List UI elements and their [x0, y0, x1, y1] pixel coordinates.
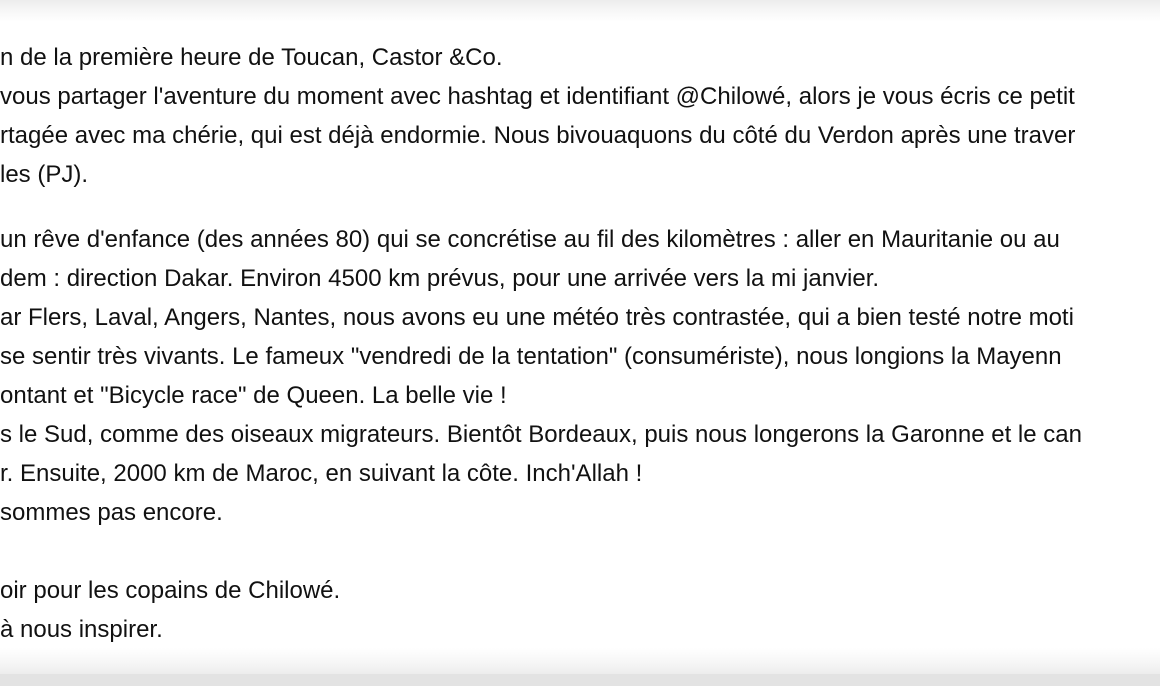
text-line: s le Sud, comme des oiseaux migrateurs. Bientôt Bordeaux, puis nous longerons la Garonne et le can — [0, 421, 1082, 448]
text-line: les (PJ). — [0, 161, 89, 188]
text-line: n de la première heure de Toucan, Castor &Co. — [0, 44, 503, 71]
text-line: r. Ensuite, 2000 km de Maroc, en suivant la côte. Inch'Allah ! — [0, 460, 643, 487]
text-line: sommes pas encore. — [0, 499, 223, 526]
text-line: ontant et "Bicycle race" de Queen. La belle vie ! — [0, 382, 507, 409]
text-line: se sentir très vivants. Le fameux "vendredi de la tentation" (consumériste), nous longions la Mayenn — [0, 343, 1062, 370]
text-line: à nous inspirer. — [0, 616, 163, 643]
text-line: un rêve d'enfance (des années 80) qui se concrétise au fil des kilomètres : aller en Mauritanie ou au — [0, 226, 1060, 253]
text-line: ar Flers, Laval, Angers, Nantes, nous avons eu une météo très contrastée, qui a bien testé notre moti — [0, 304, 1074, 331]
text-line: oir pour les copains de Chilowé. — [0, 577, 341, 604]
text-line: rtagée avec ma chérie, qui est déjà endormie. Nous bivouaquons du côté du Verdon après une traver — [0, 122, 1076, 149]
text-line: dem : direction Dakar. Environ 4500 km prévus, pour une arrivée vers la mi janvier. — [0, 265, 880, 292]
text-line: vous partager l'aventure du moment avec hashtag et identifiant @Chilowé, alors je vous écris ce petit — [0, 83, 1075, 110]
bottom-edge-shadow — [0, 648, 1160, 674]
bottom-frame-bar — [0, 674, 1160, 686]
